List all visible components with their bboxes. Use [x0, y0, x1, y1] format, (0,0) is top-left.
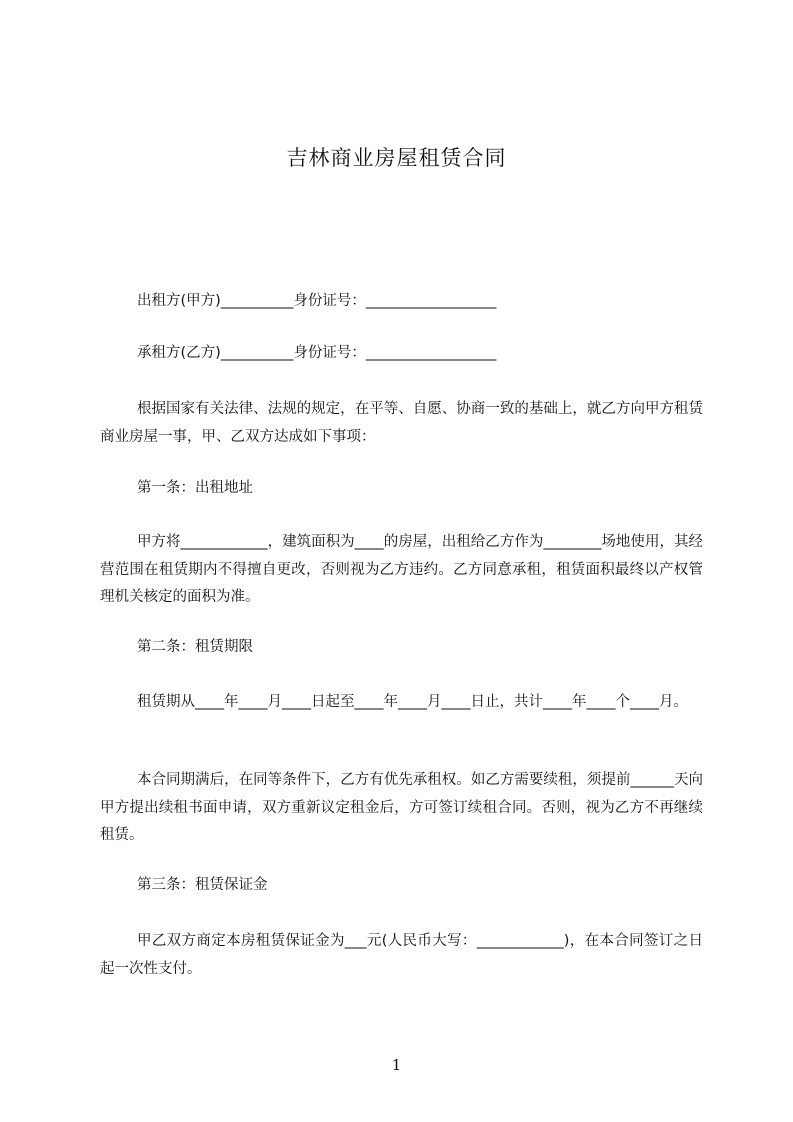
lease-term-paragraph: 租赁期从____年____月____日起至____年____月____日止，共计____年____个____月。 [137, 694, 688, 710]
document-title: 吉林商业房屋租赁合同 [286, 146, 507, 170]
preamble-paragraph: 根据国家有关法律、法规的规定，在平等、自愿、协商一致的基础上，就乙方向甲方租赁商业房屋一事，甲、乙双方达成如下事项： [100, 401, 703, 445]
article-3-heading: 第三条：租赁保证金 [137, 877, 268, 893]
article-1-body: 甲方将____________，建筑面积为____的房屋，出租给乙方作为________场地使用，其经营范围在租赁期内不得擅自更改，否则视为乙方违约。乙方同意承租，租赁面积最终以产权管理机关核定的面积为准。 [100, 534, 703, 605]
deposit-paragraph: 甲乙双方商定本房租赁保证金为___元(人民币大写：____________)，在本合同签订之日起一次性支付。 [100, 933, 703, 977]
page-number: 1 [391, 1056, 402, 1074]
article-2-heading: 第二条：租赁期限 [137, 639, 253, 655]
lessor-line: 出租方(甲方)__________身份证号：__________________ [137, 293, 497, 309]
article-1-heading: 第一条：出租地址 [137, 480, 253, 496]
lessee-line: 承租方(乙方)__________身份证号：__________________ [137, 345, 497, 361]
renewal-paragraph: 本合同期满后，在同等条件下，乙方有优先承租权。如乙方需要续租，须提前______天向甲方提出续租书面申请，双方重新议定租金后，方可签订续租合同。否则，视为乙方不再继续租赁。 [100, 772, 703, 843]
